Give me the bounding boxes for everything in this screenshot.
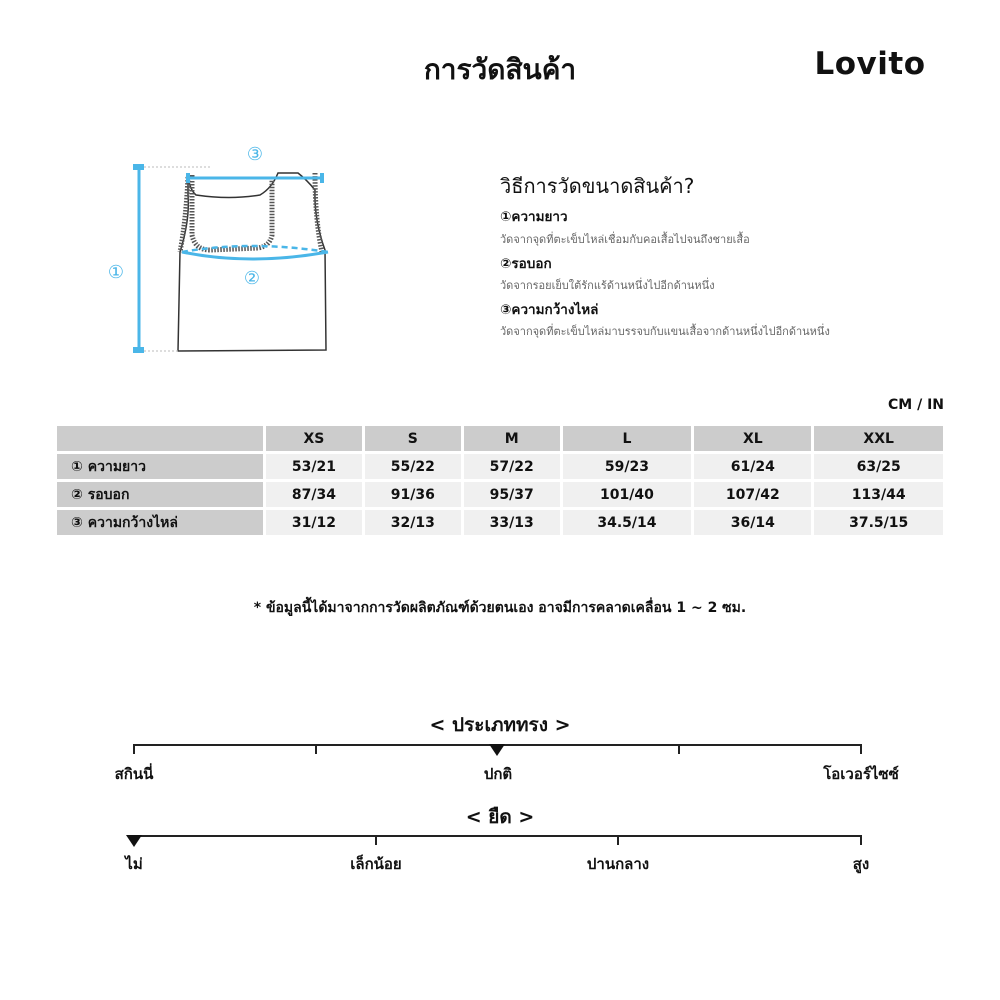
measure-title-bust: ②รอบอก xyxy=(500,256,552,272)
right-armhole-trim xyxy=(315,173,322,252)
disclaimer-note: * ข้อมูลนี้ได้มาจากการวัดผลิตภัณฑ์ด้วยตนเอง อาจมีการคลาดเคลื่อน 1 ~ 2 ซม. xyxy=(253,600,747,616)
size-header: S xyxy=(365,426,461,451)
row-label: ② รอบอก xyxy=(57,482,263,507)
fit-label-oversize: โอเวอร์ไซซ์ xyxy=(823,765,899,783)
fit-label-regular: ปกติ xyxy=(483,765,513,783)
brand-logo: Lovito xyxy=(814,46,926,82)
tank-top-outline xyxy=(178,173,326,351)
stretch-scale-tick xyxy=(375,835,377,845)
table-cell: 31/12 xyxy=(266,510,362,535)
table-cell: 36/14 xyxy=(694,510,811,535)
fit-scale-title: < ประเภททรง > xyxy=(429,714,571,736)
measure-title-shoulder: ③ความกว้างไหล่ xyxy=(500,302,599,318)
table-cell: 87/34 xyxy=(266,482,362,507)
unit-label: CM / IN xyxy=(888,397,944,413)
size-header: L xyxy=(563,426,692,451)
fit-label-skinny: สกินนี่ xyxy=(114,765,154,783)
table-cell: 33/13 xyxy=(464,510,560,535)
fit-selected-marker-icon xyxy=(489,744,505,756)
stretch-scale-tick xyxy=(617,835,619,845)
table-corner-cell xyxy=(57,426,263,451)
table-cell: 91/36 xyxy=(365,482,461,507)
table-cell: 59/23 xyxy=(563,454,692,479)
stretch-scale-line xyxy=(133,835,862,837)
page-title: การวัดสินค้า xyxy=(423,53,577,86)
table-header-row xyxy=(57,426,943,451)
table-row xyxy=(57,510,943,535)
table-cell: 57/22 xyxy=(464,454,560,479)
size-header: XXL xyxy=(814,426,943,451)
size-header: XS xyxy=(266,426,362,451)
left-armhole-trim xyxy=(180,177,188,252)
stretch-selected-marker-icon xyxy=(126,835,142,847)
neck-trim xyxy=(192,175,272,250)
table-row xyxy=(57,482,943,507)
stretch-label-none: ไม่ xyxy=(125,855,143,873)
fit-scale-tick xyxy=(315,744,317,754)
table-cell: 61/24 xyxy=(694,454,811,479)
stretch-label-slight: เล็กน้อย xyxy=(350,855,402,873)
measure-title-length: ①ความยาว xyxy=(500,209,568,225)
table-cell: 53/21 xyxy=(266,454,362,479)
measure-desc-bust: วัดจากรอยเย็บใต้รักแร้ด้านหนึ่งไปอีกด้านหนึ่ง xyxy=(500,279,715,292)
table-cell: 55/22 xyxy=(365,454,461,479)
measure-desc-length: วัดจากจุดที่ตะเข็บไหล่เชื่อมกับคอเสื้อไปจนถึงชายเสื้อ xyxy=(500,233,750,246)
table-cell: 37.5/15 xyxy=(814,510,943,535)
marker-bust: ② xyxy=(243,268,261,289)
table-cell: 34.5/14 xyxy=(563,510,692,535)
howto-title: วิธีการวัดขนาดสินค้า? xyxy=(500,174,695,198)
fit-scale-tick xyxy=(133,744,135,754)
length-cap-top xyxy=(133,164,144,170)
table-cell: 63/25 xyxy=(814,454,943,479)
row-label: ① ความยาว xyxy=(57,454,263,479)
measure-desc-shoulder: วัดจากจุดที่ตะเข็บไหล่มาบรรจบกับแขนเสื้อจากด้านหนึ่งไปอีกด้านหนึ่ง xyxy=(500,325,830,338)
row-label: ③ ความกว้างไหล่ xyxy=(57,510,263,535)
stretch-label-high: สูง xyxy=(852,855,870,873)
bust-line xyxy=(182,252,328,259)
table-cell: 32/13 xyxy=(365,510,461,535)
length-cap-bottom xyxy=(133,347,144,353)
tank-top-diagram xyxy=(100,140,340,365)
stretch-scale-tick xyxy=(860,835,862,845)
size-header: M xyxy=(464,426,560,451)
size-header: XL xyxy=(694,426,811,451)
table-cell: 107/42 xyxy=(694,482,811,507)
table-cell: 113/44 xyxy=(814,482,943,507)
table-cell: 95/37 xyxy=(464,482,560,507)
fit-scale-tick xyxy=(678,744,680,754)
marker-shoulder: ③ xyxy=(246,144,264,165)
table-cell: 101/40 xyxy=(563,482,692,507)
fit-scale-tick xyxy=(860,744,862,754)
table-row xyxy=(57,454,943,479)
marker-length: ① xyxy=(107,262,125,283)
stretch-label-medium: ปานกลาง xyxy=(586,855,650,873)
size-table xyxy=(54,423,946,538)
stretch-scale-title: < ยืด > xyxy=(465,806,535,828)
